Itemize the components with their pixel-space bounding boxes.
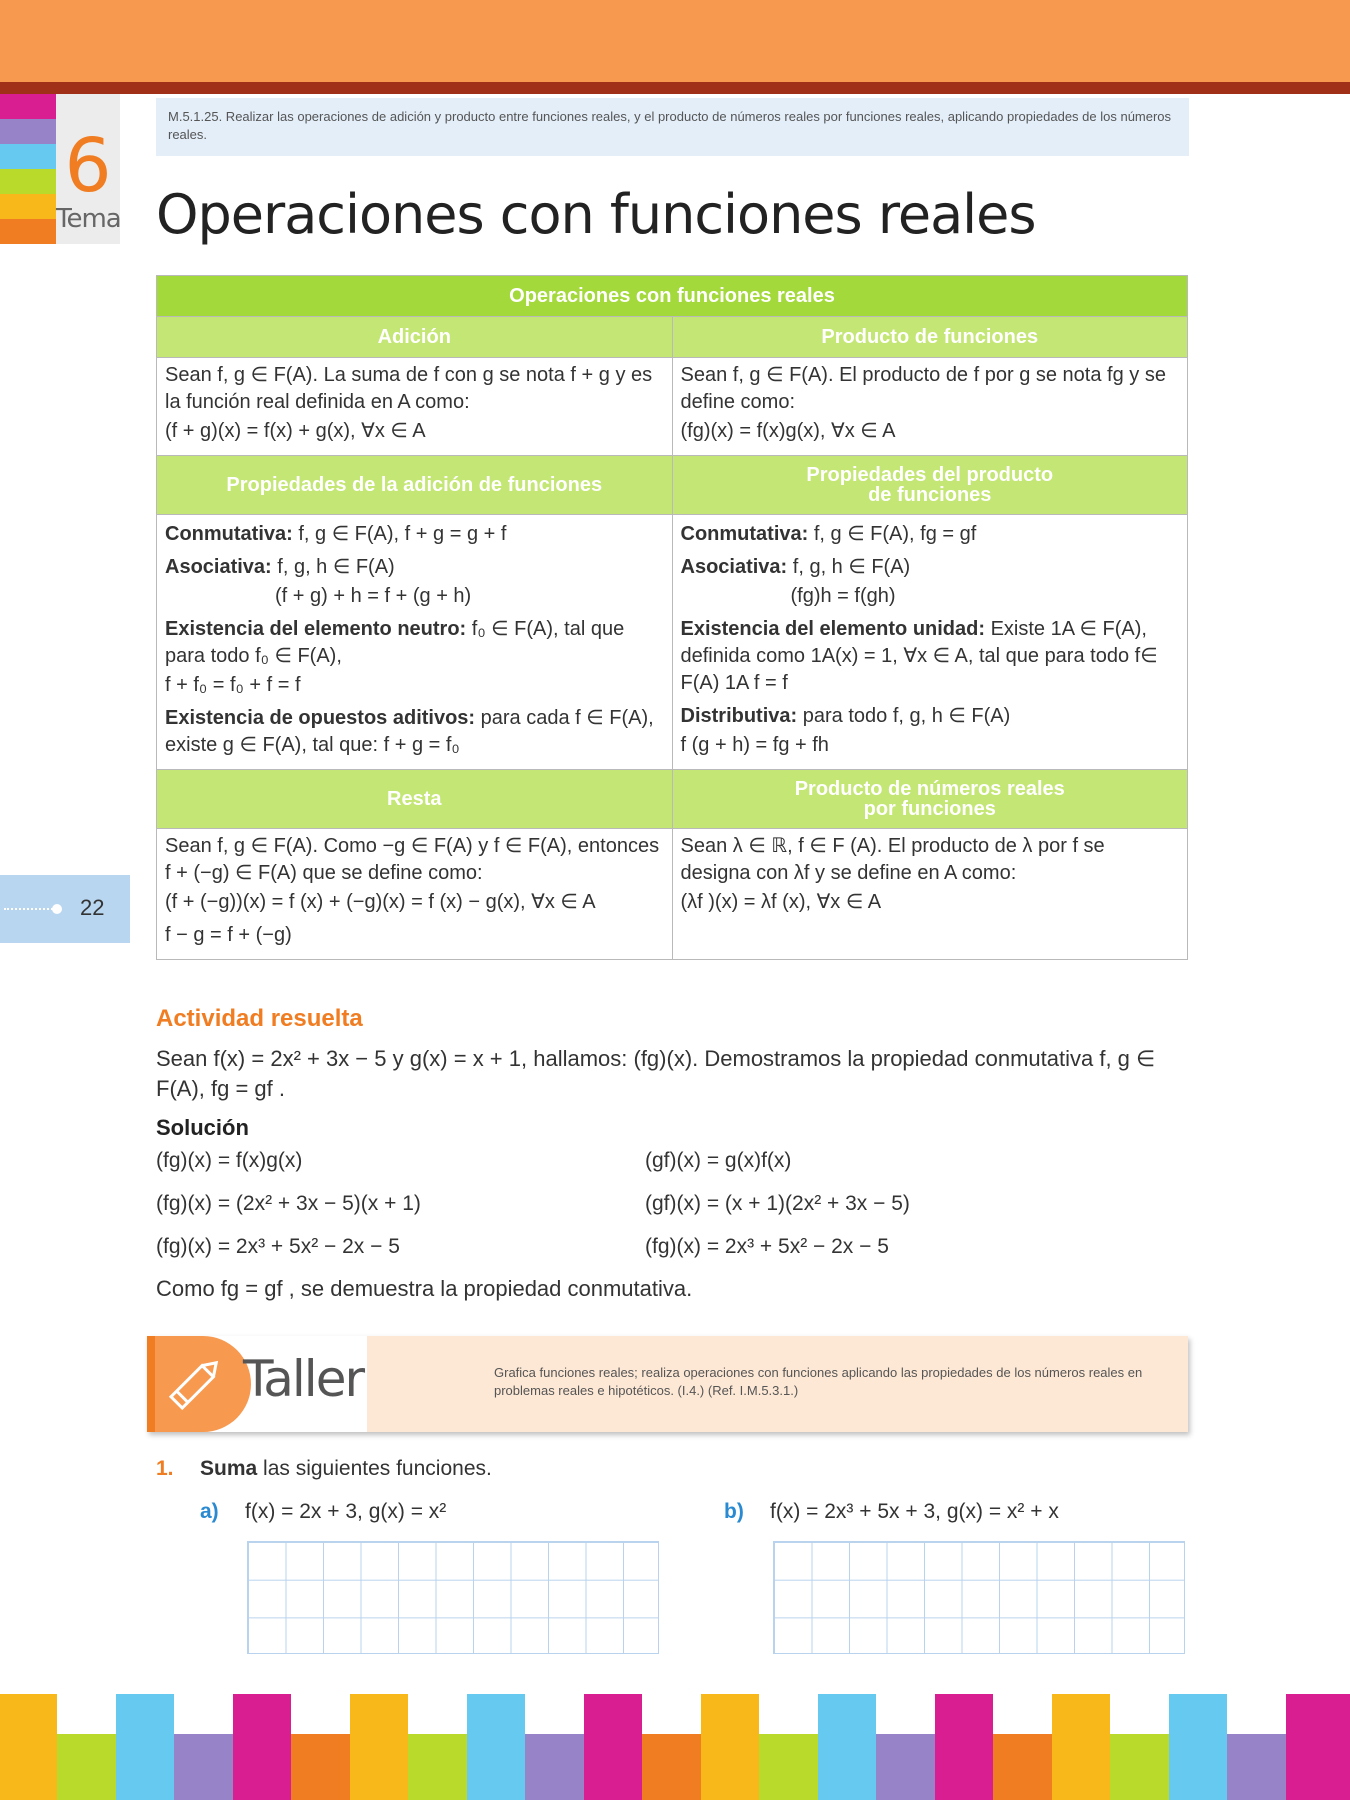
exercise-b-label: b) bbox=[724, 1500, 744, 1523]
adicion-text: Sean f, g ∈ F(A). La suma de f con g se nota f + g y es la función real definida en A como: bbox=[165, 364, 653, 413]
tema-label: Tema bbox=[56, 204, 121, 234]
bottom-color-blocks bbox=[0, 1694, 1350, 1800]
cell-resta bbox=[157, 829, 673, 960]
pa-neutro: f₀ ∈ F(A), tal que para todo f₀ ∈ F(A), bbox=[165, 618, 625, 667]
exercise-text: las siguientes funciones. bbox=[257, 1457, 492, 1480]
header-prop-producto bbox=[672, 456, 1188, 515]
cell-adicion bbox=[157, 358, 673, 456]
pa-asoc: f, g, h ∈ F(A) bbox=[271, 556, 395, 578]
producto-text: Sean f, g ∈ F(A). El producto de f por g se nota fg y se define como: bbox=[680, 364, 1166, 413]
cell-prodreal bbox=[672, 829, 1188, 960]
pp-asoc: f, g, h ∈ F(A) bbox=[787, 556, 911, 578]
resta-formula-2: f − g = f + (−g) bbox=[165, 924, 292, 946]
adicion-formula: (f + g)(x) = f(x) + g(x), ∀x ∈ A bbox=[165, 420, 426, 442]
page-number-tab bbox=[0, 875, 130, 943]
prodreal-title: Producto de números reales por funciones bbox=[794, 778, 1065, 820]
header-resta: Resta bbox=[157, 770, 673, 829]
solution-left-1: (fg)(x) = f(x)g(x) bbox=[156, 1149, 303, 1172]
color-stripes bbox=[0, 94, 56, 244]
pa-conm: f, g ∈ F(A), f + g = g + f bbox=[292, 523, 507, 545]
cell-prop-adicion bbox=[157, 515, 673, 770]
solution-title: Solución bbox=[156, 1115, 249, 1140]
header-producto: Producto de funciones bbox=[672, 317, 1188, 358]
page-title: Operaciones con funciones reales bbox=[156, 183, 1036, 246]
pp-unidad: Existe 1A ∈ F(A), definida como 1A(x) = 1, ∀x ∈ A, tal que para todo f∈ F(A) 1A f = f bbox=[680, 618, 1158, 694]
answer-grid-a[interactable] bbox=[247, 1541, 659, 1654]
exercise-number: 1. bbox=[156, 1457, 174, 1480]
taller-description: Grafica funciones reales; realiza operaciones con funciones aplicando las propiedades de los números reales en problemas reales e hipotéticos. (I.4.) (Ref. I.M.5.3.1.) bbox=[334, 1336, 1188, 1432]
pp-conm-label: Conmutativa: bbox=[680, 523, 809, 545]
pp-distr-label: Distributiva: bbox=[680, 705, 798, 727]
conclusion: Como fg = gf , se demuestra la propiedad conmutativa. bbox=[156, 1276, 693, 1301]
resta-formula-1: (f + (−g))(x) = f (x) + (−g)(x) = f (x) − g(x), ∀x ∈ A bbox=[165, 891, 596, 913]
pa-asoc-formula: (f + g) + h = f + (g + h) bbox=[275, 585, 472, 607]
header-prodreal bbox=[672, 770, 1188, 829]
header-adicion: Adición bbox=[157, 317, 673, 358]
answer-grid-b[interactable] bbox=[773, 1541, 1185, 1654]
activity-text: Sean f(x) = 2x² + 3x − 5 y g(x) = x + 1, hallamos: (fg)(x). Demostramos la propiedad conmutativa f, g ∈ F(A), fg = gf . bbox=[156, 1046, 1156, 1101]
pp-distr: para todo f, g, h ∈ F(A) bbox=[797, 705, 1011, 727]
exercise-a-label: a) bbox=[200, 1500, 219, 1523]
prodreal-text: Sean λ ∈ ℝ, f ∈ F (A). El producto de λ por f se designa con λf y se define en A como: bbox=[680, 835, 1105, 884]
producto-formula: (fg)(x) = f(x)g(x), ∀x ∈ A bbox=[680, 420, 896, 442]
pp-unidad-label: Existencia del elemento unidad: bbox=[680, 618, 986, 640]
pp-asoc-formula: (fg)h = f(gh) bbox=[790, 585, 896, 607]
pp-asoc-label: Asociativa: bbox=[680, 556, 788, 578]
solution-left-3: (fg)(x) = 2x³ + 5x² − 2x − 5 bbox=[156, 1235, 400, 1258]
exercise-instruction bbox=[200, 1457, 492, 1481]
top-line bbox=[0, 82, 1350, 94]
table-header: Operaciones con funciones reales bbox=[157, 276, 1188, 317]
solution-right-3: (fg)(x) = 2x³ + 5x² − 2x − 5 bbox=[645, 1235, 889, 1258]
solution-right-1: (gf)(x) = g(x)f(x) bbox=[645, 1149, 792, 1172]
pa-conm-label: Conmutativa: bbox=[165, 523, 293, 545]
solution-left-2: (fg)(x) = (2x² + 3x − 5)(x + 1) bbox=[156, 1192, 421, 1215]
page-number: 22 bbox=[80, 895, 105, 920]
cell-prop-producto bbox=[672, 515, 1188, 770]
top-band bbox=[0, 0, 1350, 82]
operations-table bbox=[156, 275, 1188, 960]
pa-neutro-formula: f + f₀ = f₀ + f = f bbox=[165, 674, 301, 696]
exercise-a-expr: f(x) = 2x + 3, g(x) = x² bbox=[245, 1500, 447, 1523]
cell-producto bbox=[672, 358, 1188, 456]
pa-neutro-label: Existencia del elemento neutro: bbox=[165, 618, 467, 640]
prodreal-formula: (λf )(x) = λf (x), ∀x ∈ A bbox=[680, 891, 882, 913]
taller-label: Taller bbox=[243, 1350, 364, 1408]
header-prop-adicion: Propiedades de la adición de funciones bbox=[157, 456, 673, 515]
prop-producto-title: Propiedades del producto de funciones bbox=[806, 464, 1054, 506]
pp-conm: f, g ∈ F(A), fg = gf bbox=[808, 523, 977, 545]
tema-number: 6 bbox=[64, 123, 112, 209]
exercise-verb: Suma bbox=[200, 1457, 258, 1480]
resta-text: Sean f, g ∈ F(A). Como −g ∈ F(A) y f ∈ F(A), entonces f + (−g) ∈ F(A) que se define como: bbox=[165, 835, 660, 884]
taller-badge bbox=[155, 1336, 367, 1432]
pa-opuesto: para cada f ∈ F(A), existe g ∈ F(A), tal que: f + g = f₀ bbox=[165, 707, 654, 756]
activity-title: Actividad resuelta bbox=[156, 1005, 363, 1032]
objective-box: M.5.1.25. Realizar las operaciones de adición y producto entre funciones reales, y el producto de números reales por funciones reales, aplicando propiedades de los números reales. bbox=[156, 98, 1189, 156]
taller-banner bbox=[147, 1336, 1188, 1432]
solution-right-2: (gf)(x) = (x + 1)(2x² + 3x − 5) bbox=[645, 1192, 910, 1215]
pp-distr-formula: f (g + h) = fg + fh bbox=[680, 734, 829, 756]
exercise-b-expr: f(x) = 2x³ + 5x + 3, g(x) = x² + x bbox=[770, 1500, 1059, 1523]
pa-opuesto-label: Existencia de opuestos aditivos: bbox=[165, 707, 476, 729]
tema-badge bbox=[56, 94, 120, 244]
pa-asoc-label: Asociativa: bbox=[165, 556, 272, 578]
pencil-icon bbox=[155, 1336, 235, 1432]
